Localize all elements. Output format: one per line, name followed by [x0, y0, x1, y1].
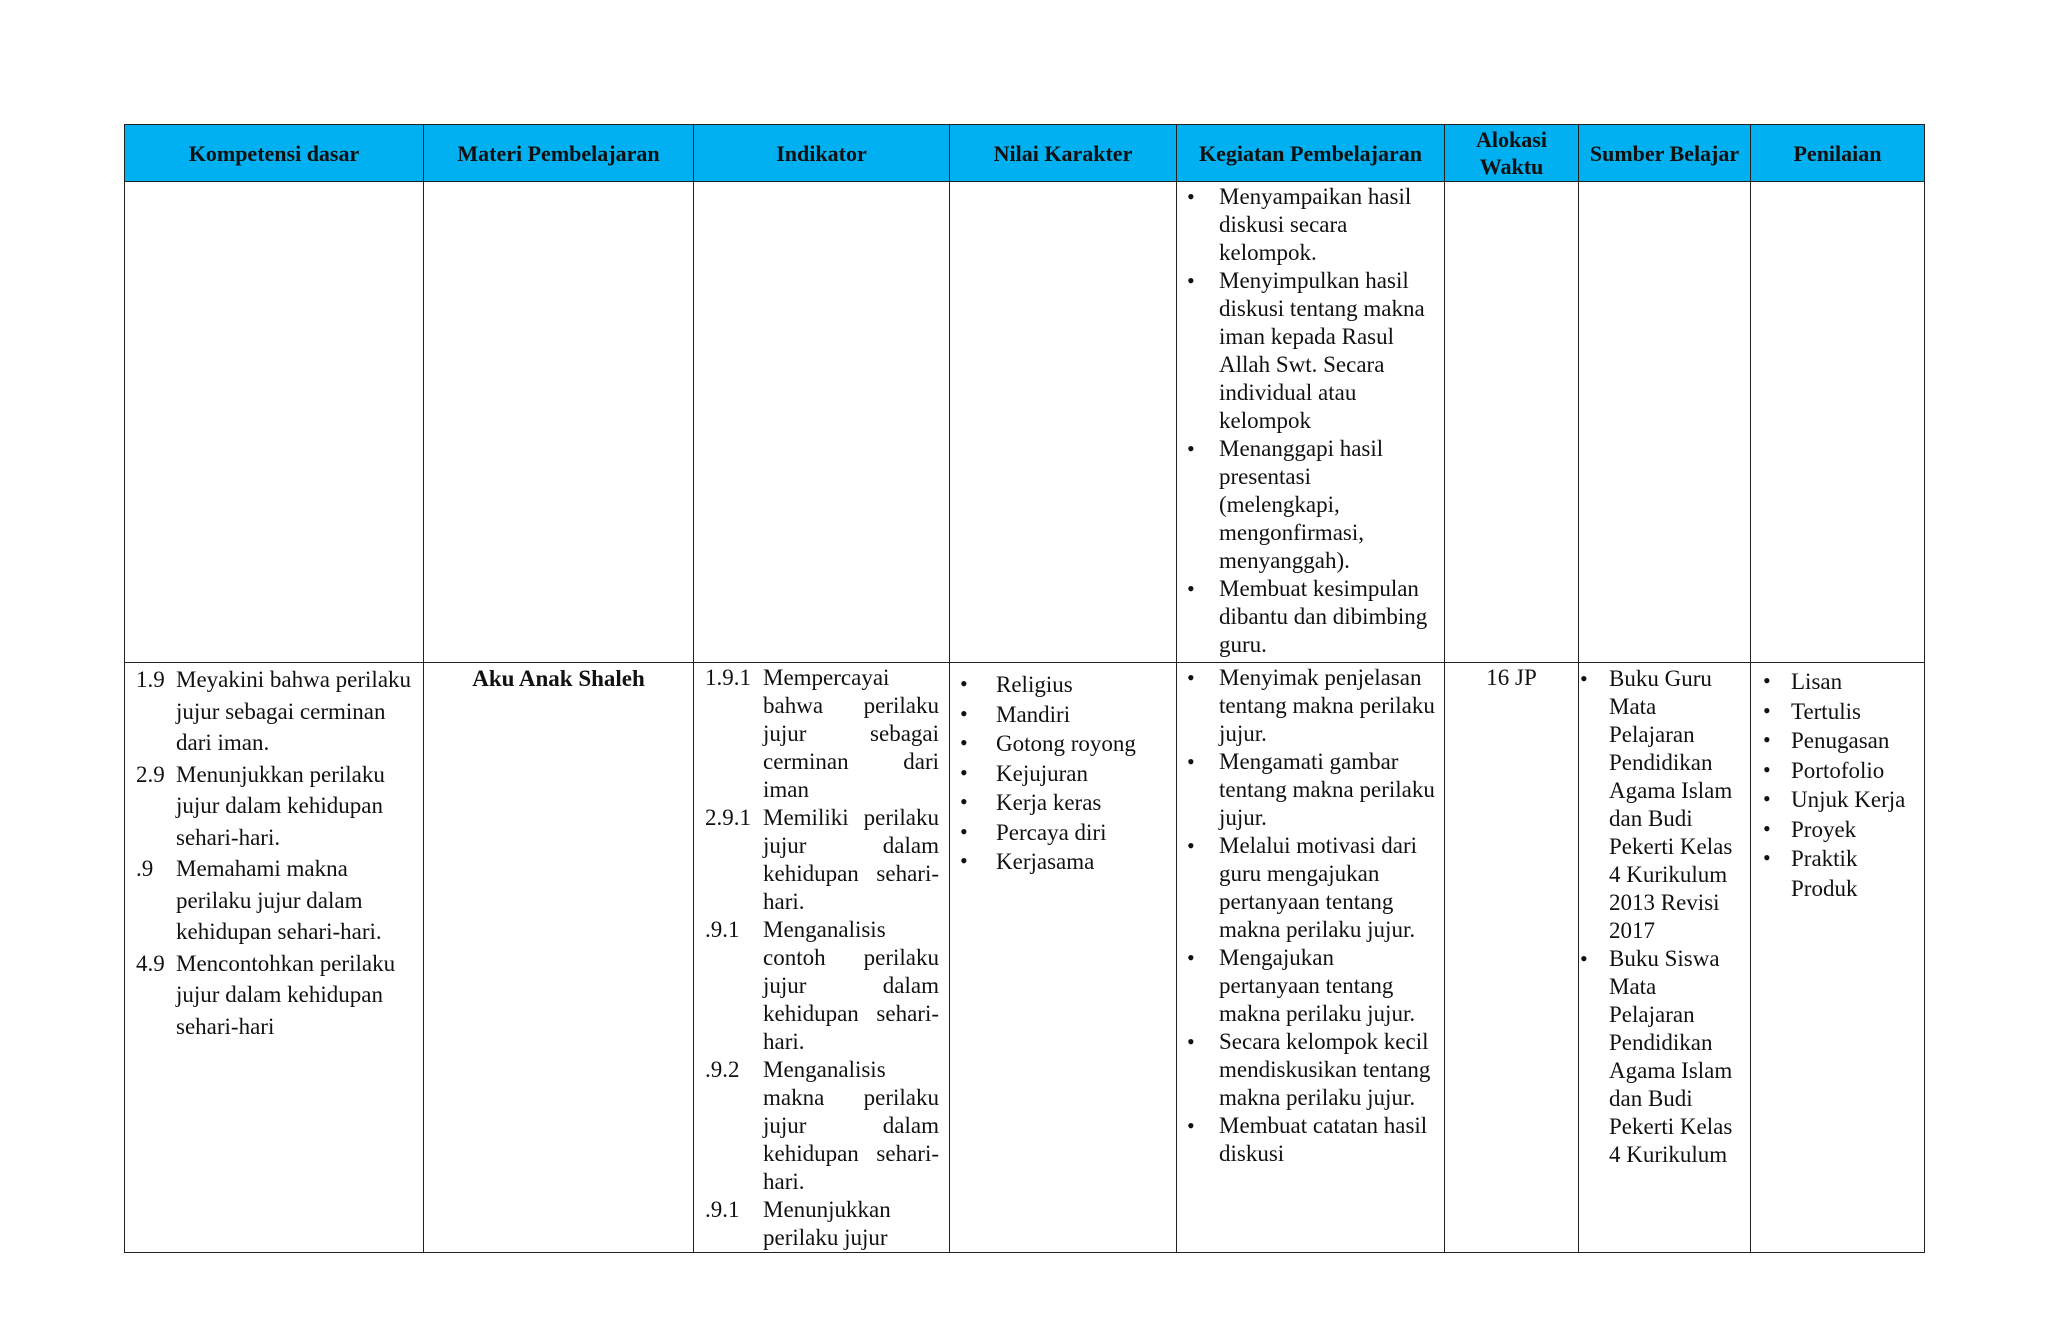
list-item: • Membuat catatan hasil diskusi [1219, 1112, 1436, 1168]
list-item: • Menanggapi hasil presentasi (melengkapi, mengonfirmasi, menyanggah). [1219, 435, 1436, 575]
list-item: • Buku Guru Mata Pelajaran Pendidikan Agama Islam dan Budi Pekerti Kelas 4 Kurikulum 2013 Revisi 2017 [1609, 665, 1742, 945]
list-item: • Religius [996, 670, 1168, 700]
list-item [136, 664, 415, 759]
list-item: • Mengajukan pertanyaan tentang makna perilaku jujur. [1219, 944, 1436, 1028]
list-item [136, 948, 415, 1043]
indikator-list [694, 663, 949, 1252]
list-item: • Kejujuran [996, 759, 1168, 789]
indikator-number: .9.2 [705, 1057, 740, 1082]
list-item: • Membuat kesimpulan dibantu dan dibimbing guru. [1219, 575, 1436, 659]
list-item [705, 916, 939, 1056]
indikator-number: 2.9.1 [705, 805, 751, 830]
header-kompetensi-dasar: Kompetensi dasar [125, 125, 424, 182]
list-item: • Portofolio [1791, 756, 1918, 786]
indikator-cell [694, 182, 950, 663]
penilaian-list [1751, 663, 1924, 903]
list-item: • Menyimak penjelasan tentang makna perilaku jujur. [1219, 664, 1436, 748]
table-row [125, 182, 1925, 663]
sumber-cell [1579, 182, 1751, 663]
materi-cell [424, 182, 694, 663]
kegiatan-list [1177, 182, 1444, 659]
indikator-text: Memiliki perilaku jujur dalam kehidupan sehari-hari. [763, 805, 939, 914]
penilaian-cell [1751, 182, 1925, 663]
table-row [125, 663, 1925, 1253]
header-materi-pembelajaran: Materi Pembelajaran [424, 125, 694, 182]
sumber-cell [1579, 663, 1751, 1253]
list-item: • Mengamati gambar tentang makna perilaku jujur. [1219, 748, 1436, 832]
indikator-text: Menganalisis makna perilaku jujur dalam kehidupan sehari-hari. [763, 1057, 939, 1194]
list-item: • Proyek [1791, 815, 1918, 845]
kompetensi-number: 1.9 [136, 667, 165, 692]
kompetensi-cell [125, 182, 424, 663]
list-item: • Praktik Produk [1791, 844, 1918, 903]
header-row [125, 125, 1925, 182]
penilaian-cell [1751, 663, 1925, 1253]
syllabus-page [124, 124, 1924, 1253]
syllabus-table [124, 124, 1925, 1253]
list-item: • Buku Siswa Mata Pelajaran Pendidikan Agama Islam dan Budi Pekerti Kelas 4 Kurikulum [1609, 945, 1742, 1169]
list-item [136, 853, 415, 948]
list-item: • Menyampaikan hasil diskusi secara kelompok. [1219, 183, 1436, 267]
alokasi-value: 16 JP [1486, 665, 1537, 690]
list-item: • Gotong royong [996, 729, 1168, 759]
indikator-text: Menunjukkan perilaku jujur [763, 1197, 891, 1250]
kegiatan-cell [1177, 182, 1445, 663]
alokasi-cell [1445, 663, 1579, 1253]
list-item: • Lisan [1791, 667, 1918, 697]
list-item: • Unjuk Kerja [1791, 785, 1918, 815]
indikator-number: .9.1 [705, 1197, 740, 1222]
list-item: • Mandiri [996, 700, 1168, 730]
nilai-karakter-cell [950, 182, 1177, 663]
indikator-number: 1.9.1 [705, 665, 751, 690]
header-nilai-karakter: Nilai Karakter [950, 125, 1177, 182]
kompetensi-number: 2.9 [136, 761, 165, 787]
kegiatan-list [1177, 663, 1444, 1168]
header-alokasi-waktu: Alokasi Waktu [1445, 125, 1579, 182]
kompetensi-cell [125, 663, 424, 1253]
list-item [705, 1196, 939, 1252]
list-item: • Menyimpulkan hasil diskusi tentang makna iman kepada Rasul Allah Swt. Secara individual atau kelompok [1219, 267, 1436, 435]
list-item: • Penugasan [1791, 726, 1918, 756]
nilai-karakter-cell [950, 663, 1177, 1253]
list-item: • Melalui motivasi dari guru mengajukan pertanyaan tentang makna perilaku jujur. [1219, 832, 1436, 944]
list-item: • Percaya diri [996, 818, 1168, 848]
list-item [705, 664, 939, 804]
list-item: • Kerjasama [996, 847, 1168, 877]
kompetensi-text: Memahami makna perilaku jujur dalam kehidupan sehari-hari. [176, 856, 382, 944]
list-item: • Tertulis [1791, 697, 1918, 727]
indikator-cell [694, 663, 950, 1253]
header-penilaian: Penilaian [1751, 125, 1925, 182]
kompetensi-text: Menunjukkan perilaku jujur dalam kehidupan sehari-hari. [176, 761, 385, 850]
header-indikator: Indikator [694, 125, 950, 182]
kompetensi-number: .9 [136, 856, 154, 881]
list-item [705, 1056, 939, 1196]
alokasi-cell [1445, 182, 1579, 663]
sumber-list [1579, 663, 1750, 1169]
materi-cell [424, 663, 694, 1253]
kompetensi-list [125, 663, 423, 1042]
indikator-text: Mempercayai bahwa perilaku jujur sebagai cerminan dari iman [763, 665, 939, 802]
list-item: • Secara kelompok kecil mendiskusikan tentang makna perilaku jujur. [1219, 1028, 1436, 1112]
kompetensi-text: Meyakini bahwa perilaku jujur sebagai cerminan dari iman. [176, 667, 412, 755]
list-item [136, 759, 415, 854]
indikator-text: Menganalisis contoh perilaku jujur dalam kehidupan sehari-hari. [763, 917, 939, 1054]
nilai-karakter-list [950, 663, 1176, 877]
kompetensi-text: Mencontohkan perilaku jujur dalam kehidupan sehari-hari [176, 950, 396, 1039]
kompetensi-number: 4.9 [136, 950, 165, 976]
materi-title: Aku Anak Shaleh [472, 666, 645, 691]
indikator-number: .9.1 [705, 917, 740, 942]
header-sumber-belajar: Sumber Belajar [1579, 125, 1751, 182]
header-kegiatan-pembelajaran: Kegiatan Pembelajaran [1177, 125, 1445, 182]
list-item [705, 804, 939, 916]
kegiatan-cell [1177, 663, 1445, 1253]
list-item: • Kerja keras [996, 788, 1168, 818]
